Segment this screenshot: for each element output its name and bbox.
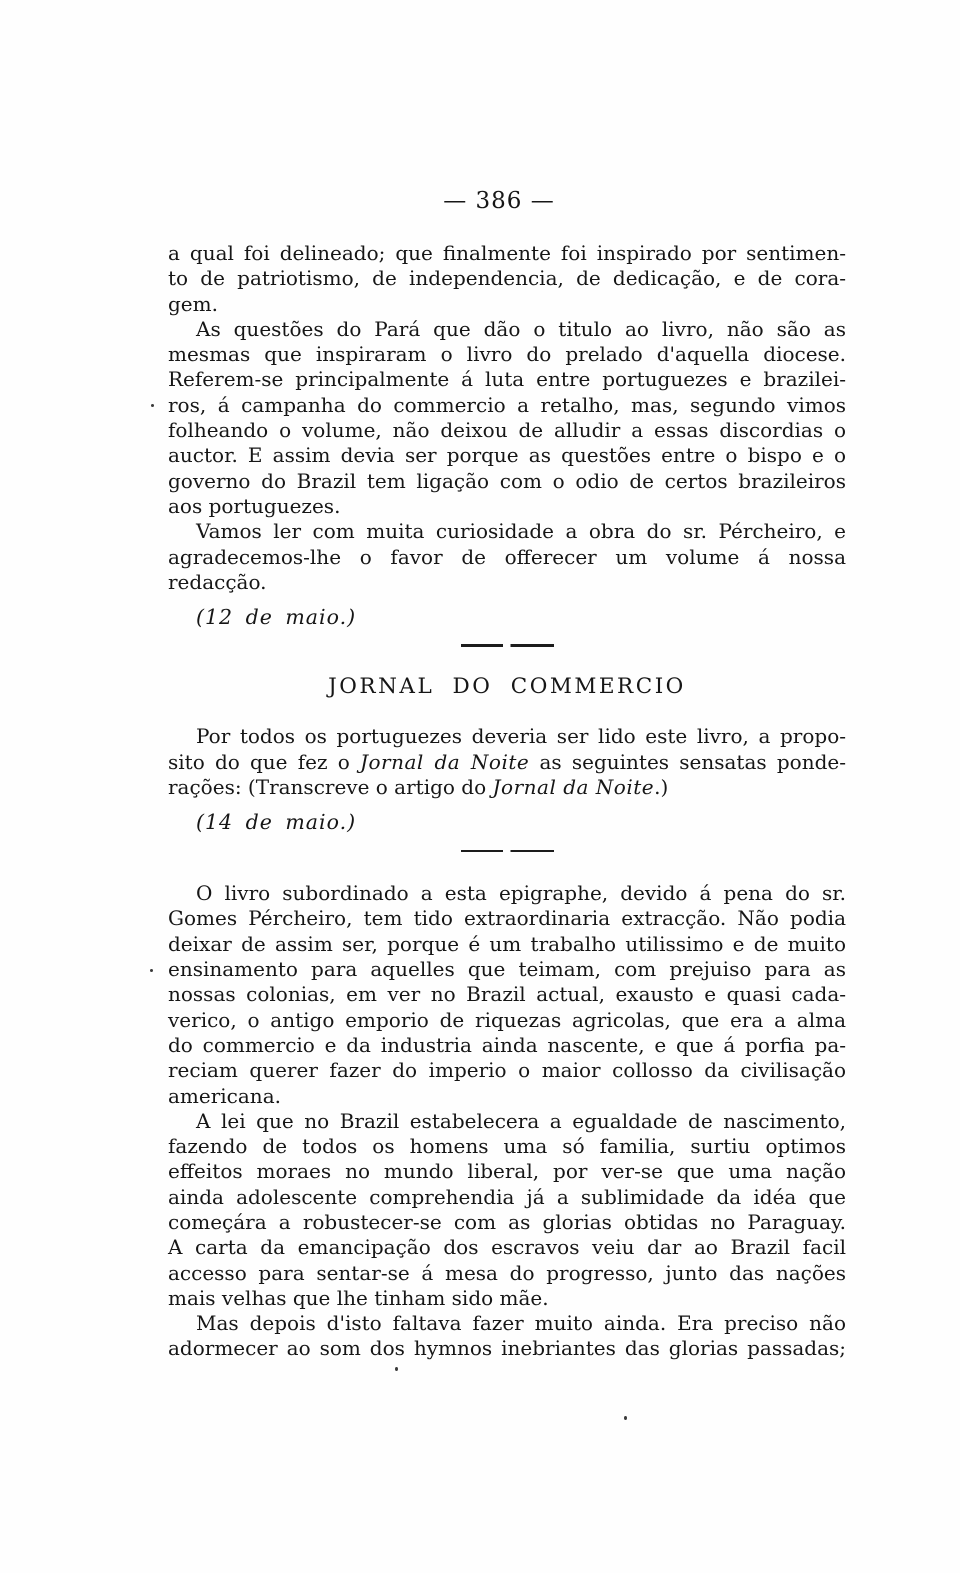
text-line: ainda adolescente comprehendia já a sublimidade da idéa que bbox=[168, 1184, 846, 1209]
paragraph bbox=[168, 881, 846, 1109]
page-number: — 386 — bbox=[443, 188, 555, 214]
section-divider bbox=[461, 644, 554, 647]
text-line: ensinamento para aquelles que teimam, com prejuiso para as bbox=[168, 957, 846, 982]
text-line: Referem-se principalmente á luta entre portuguezes e brazilei- bbox=[168, 367, 846, 392]
text-line: As questões do Pará que dão o titulo ao livro, não são as bbox=[196, 316, 846, 341]
text-line: Vamos ler com muita curiosidade a obra do sr. Pércheiro, e bbox=[196, 519, 846, 544]
paragraph bbox=[168, 724, 846, 800]
section-heading: JORNAL DO COMMERCIO bbox=[328, 674, 686, 700]
text-line: effeitos moraes no mundo liberal, por ver-se que uma nação bbox=[168, 1159, 846, 1184]
text-line: auctor. E assim devia ser porque as questões entre o bispo e o bbox=[168, 443, 846, 468]
text-line: sito do que fez o Jornal da Noite as seguintes sensatas ponde- bbox=[168, 749, 846, 774]
text-line: gem. bbox=[168, 291, 218, 316]
text-line: verico, o antigo emporio de riquezas agricolas, que era a alma bbox=[168, 1007, 846, 1032]
text-line: folheando o volume, não deixou de alludir a essas discordias o bbox=[168, 418, 846, 443]
text-line: agradecemos-lhe o favor de offerecer um volume á nossa redacção. bbox=[168, 544, 846, 594]
text-line: accesso para sentar-se á mesa do progresso, junto das nações bbox=[168, 1260, 846, 1285]
paragraph bbox=[168, 1109, 846, 1311]
text-line: Mas depois d'isto faltava fazer muito ainda. Era preciso não bbox=[196, 1311, 846, 1336]
italic-text: Jornal da Noite bbox=[359, 749, 530, 774]
section-divider bbox=[461, 850, 554, 853]
text-line: aos portuguezes. bbox=[168, 493, 341, 518]
text-line: adormecer ao som dos hymnos inebriantes das glorias passadas; bbox=[168, 1336, 846, 1361]
text-line: Gomes Pércheiro, tem tido extraordinaria extracção. Não podia bbox=[168, 906, 846, 931]
text-line: mesmas que inspiraram o livro do prelado d'aquella diocese. bbox=[168, 342, 846, 367]
date-note: (14 de maio.) bbox=[196, 810, 357, 835]
text-line: governo do Brazil tem ligação com o odio de certos brazileiros bbox=[168, 468, 846, 493]
text-line: A carta da emancipação dos escravos veiu dar ao Brazil facil bbox=[168, 1235, 846, 1260]
ink-speck bbox=[395, 1367, 398, 1371]
ink-speck bbox=[151, 404, 154, 407]
ink-speck bbox=[624, 1416, 627, 1420]
text-line: do commercio e da industria ainda nascente, e que á porfia pa- bbox=[168, 1032, 846, 1057]
paragraph bbox=[168, 519, 846, 595]
text-line: Por todos os portuguezes deveria ser lido este livro, a propo- bbox=[196, 724, 846, 749]
text-line: deixar de assim ser, porque é um trabalho utilissimo e de muito bbox=[168, 931, 846, 956]
date-note: (12 de maio.) bbox=[196, 605, 357, 630]
text-line: nossas colonias, em ver no Brazil actual, exausto e quasi cada- bbox=[168, 982, 846, 1007]
text-line: O livro subordinado a esta epigraphe, devido á pena do sr. bbox=[196, 881, 846, 906]
text-line: ros, á campanha do commercio a retalho, mas, segundo vimos bbox=[168, 392, 846, 417]
paragraph bbox=[168, 1311, 846, 1362]
text-line: a qual foi delineado; que finalmente foi inspirado por sentimen- bbox=[168, 241, 846, 265]
paragraph bbox=[168, 241, 846, 317]
text-line: reciam querer fazer do imperio o maior collosso da civilisação bbox=[168, 1058, 846, 1083]
text-line: fazendo de todos os homens uma só familia, surtiu optimos bbox=[168, 1134, 846, 1159]
italic-text: Jornal da Noite bbox=[492, 774, 655, 799]
text-line: A lei que no Brazil estabelecera a egualdade de nascimento, bbox=[196, 1108, 846, 1133]
paragraph bbox=[168, 317, 846, 519]
text-column bbox=[168, 241, 846, 1362]
text-line: começára a robustecer-se com as glorias obtidas no Paraguay. bbox=[168, 1209, 846, 1234]
text-line: to de patriotismo, de independencia, de dedicação, e de cora- bbox=[168, 266, 846, 291]
text-line: mais velhas que lhe tinham sido mãe. bbox=[168, 1285, 549, 1310]
ink-speck bbox=[150, 969, 153, 972]
text-line: rações: (Transcreve o artigo do Jornal da Noite.) bbox=[168, 774, 669, 799]
text-line: americana. bbox=[168, 1083, 281, 1108]
